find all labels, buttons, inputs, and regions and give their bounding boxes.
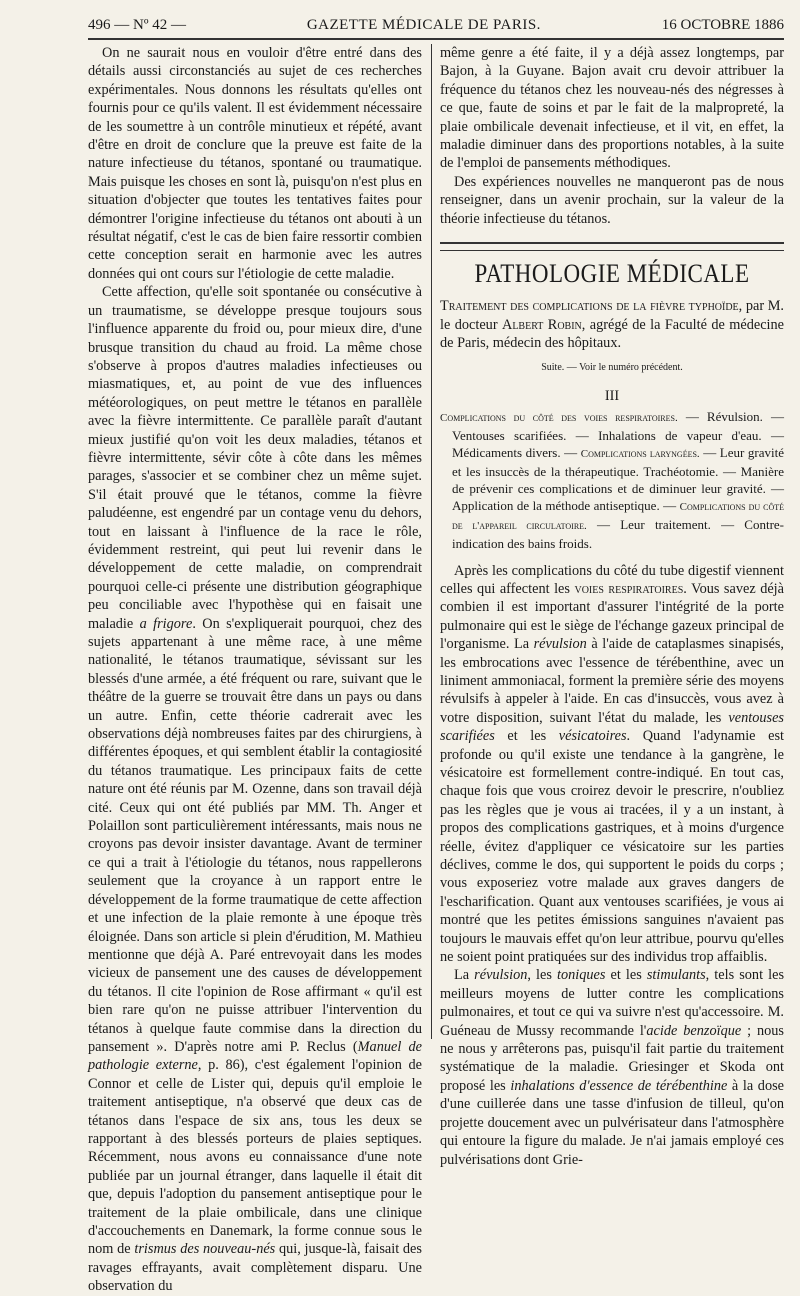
continuation-note: Suite. — Voir le numéro précédent.	[541, 361, 683, 373]
chapter-summary: Complications du côté des voies respiratoires. — Révulsion. — Ventouses scarifiées. — Inhalations de vapeur d'eau. — Médicaments divers. — Complications laryngées. — Leur gravité et les insuccès de la thérapeutique. Trachéotomie. — Manière de prévenir ces complications et de diminuer leur gravité. — Application de la méthode antiseptique. — Complications du côté de l'appareil circulatoire. — Leur traitement. — Contre-indication des bains froids.	[440, 408, 785, 551]
page-number: 496 — Nº 42 —	[88, 16, 186, 33]
paragraph: Cette affection, qu'elle soit spontanée ou consécutive à un traumatisme, se développe presque toujours sous l'influence apparente du froid ou, pour mieux dire, d'une brusque transition du chaud au froid. La même chose s'observe à propos d'autres maladies infectieuses ou miasmatiques, et, au point de vue des influences météorologiques, on peut mettre le tétanos en parallèle avec la fièvre intermittente. Ce parallèle paraît d'autant mieux justifié qu'on voit les deux maladies, tétanos et fièvre intermittente, sévir côte à côte dans les mêmes parages, s'associer et se combiner chez un même sujet. S'il était prouvé que le tétanos, comme la fièvre paludéenne, est engendré par un contage venu du dehors, tout en laissant à l'influence de la race le rôle, évidemment restreint, qui peut lui revenir dans le développement de cette maladie, on comprendrait pourquoi celle-ci présente une distribution géographique peu conciliable avec l'hypothèse qui en faisait une maladie a frigore. On s'expliquerait pourquoi, chez des sujets appartenant à une même race, à une même nationalité, le tétanos traumatique, sévissant sur les blessés d'une armée, a été fréquent ou rare, suivant que le théâtre de la guerre se trouvait être dans un pays ou dans un autre. Enfin, cette théorie cadrerait avec les observations déjà nombreuses faites par des chirurgiens, à différentes époques, et qui semblent établir la contagiosité du tétanos traumatique. Les principaux faits de cette nature ont été réunis par M. Ozenne, dans son travail déjà cité. Ceux qui ont été publiés par MM. Th. Anger et Polaillon sont particulièrement intéressants, mais nous ne croyons pas devoir insister davantage. Avant de terminer ce qui a trait à l'étiologie du tétanos, nous rappellerons seulement que la croyance à un rapport entre le développement de la forme traumatique de cette affection et une infection de la plaie remonte à une époque très éloignée. Dans son article si plein d'érudition, M. Mathieu mentionne que déjà A. Paré entrevoyait dans les modes vicieux de pansement une des causes de développement du tétanos. Il cite l'opinion de Rose affirmant « qu'il est bien rare qu'on ne puisse attribuer l'intervention du tétanos à quelque faute commise dans la direction du pansement ». D'après notre ami P. Reclus (Manuel de pathologie externe, p. 86), c'est également l'opinion de Connor et celle de Lister qui, depuis qu'il emploie le traitement antiseptique, n'a observé que deux cas de tétanos dans l'espace de six ans, tous les deux se rapportant à des blessés porteurs de plaies septiques. Récemment, nous avons eu connaissance d'une note publiée par un journal étranger, dans laquelle il était dit que, depuis l'adoption du pansement antiseptique pour le traitement de la plaie ombilicale, dans une clinique d'accouchements en Danemark, la forme connue sous le nom de trismus des nouveau-nés qui, jusque-là, faisait des ravages effrayants, avait complètement disparu. Une observation du	[88, 284, 422, 1295]
page-header	[88, 12, 784, 38]
paragraph: même genre a été faite, il y a déjà assez longtemps, par Bajon, à la Guyane. Bajon avait cru devoir attribuer la fréquence du tétanos chez les nouveau-nés des négresses à ce que, faute de soins et par le fait de la malpropreté, la plaie ombilicale devenait infectieuse, et il vit, en effet, la maladie diminuer dans des proportions notables, à la suite de l'emploi de pansements méthodiques.	[440, 45, 784, 172]
section-rule	[440, 242, 784, 251]
paragraph: La révulsion, les toniques et les stimulants, tels sont les meilleurs moyens de lutter contre les complications pulmonaires, et tout ce qui va suivre n'est qu'accessoire. M. Guéneau de Mussy recommande l'acide benzoïque ; nous ne nous y arrêterons pas, puisqu'il fait partie du traitement systématique de la maladie. Griesinger et Skoda ont proposé les inhalations d'essence de térébenthine à la dose d'une cuillerée dans une tasse d'infusion de tilleul, qu'on projette doucement avec un pulvérisateur dans l'atmosphère qui entoure la figure du malade. Je n'ai jamais employé ces pulvérisations dont Grie-	[440, 967, 785, 1168]
section-title: PATHOLOGIE MÉDICALE	[474, 259, 750, 288]
header-rule	[88, 38, 784, 40]
article-subtitle: Traitement des complications de la fièvre typhoïde, par M. le docteur Albert Robin, agrégé de la Faculté de médecine de Paris, médecin des hôpitaux.	[440, 298, 785, 352]
paragraph: Des expériences nouvelles ne manqueront pas de nous renseigner, dans un avenir prochain, sur la valeur de la théorie infectieuse du tétanos.	[440, 173, 784, 227]
issue-date: 16 OCTOBRE 1886	[661, 16, 784, 33]
left-column	[88, 44, 422, 1296]
journal-title: GAZETTE MÉDICALE DE PARIS.	[306, 16, 541, 33]
paragraph: On ne saurait nous en vouloir d'être entré dans des détails aussi circonstanciés au sujet de ces recherches expérimentales. Nous donnons les résultats qu'elles ont fournis pour ce qu'ils valent. Il est évidemment nécessaire de les soumettre à un contrôle minutieux et répété, avant d'être en droit de conclure que la preuve est faite de la nature infectieuse du tétanos, spontané ou traumatique. Mais puisque les choses en sont là, puisqu'on n'est plus en situation d'objecter que toutes les tentatives faites pour démontrer l'origine infectieuse du tétanos ont abouti à un résultat négatif, c'est le cas de bien faire ressortir combien cette conception serait en harmonie avec les autres données qui ont cours sur l'étiologie de cette maladie.	[88, 45, 422, 282]
chapter-number: III	[604, 388, 620, 405]
right-column	[440, 44, 784, 1169]
paragraph: Après les complications du côté du tube digestif viennent celles qui affectent les voies respiratoires. Vous savez déjà combien il est important d'assurer l'intégrité de la porte pulmonaire qui est le siège de l'échange gazeux principal de l'organisme. La révulsion à l'aide de cataplasmes sinapisés, les embrocations avec l'essence de térébenthine, avec un liniment ammoniacal, forment la première série des moyens révulsifs à appeler à l'aide. En cas d'insuccès, vous avez à votre disposition, suivant l'état du malade, les ventouses scarifiées et les vésicatoires. Quand l'adynamie est profonde ou qu'il existe une tendance à la gangrène, le vésicatoire est formellement contre-indiqué. En tout cas, chaque fois que vous croirez devoir le prescrire, n'oubliez pas les règles que je vous ai tracées, il y a un instant, à propos des complications gastriques, et à moins d'urgence réelle, évitez d'appliquer ce vésicatoire sur les parties déclives, comme le dos, qui supportent le poids du corps ; vous exposeriez votre malade aux graves dangers de l'escharification. Quant aux ventouses scarifiées, je vous ai montré que les petites émissions sanguines n'avaient pas toujours le mauvais effet qu'on leur attribue, pourvu qu'elles ne soient point pratiquées sur des individus trop affaiblis.	[440, 562, 785, 966]
column-divider	[431, 44, 432, 1039]
